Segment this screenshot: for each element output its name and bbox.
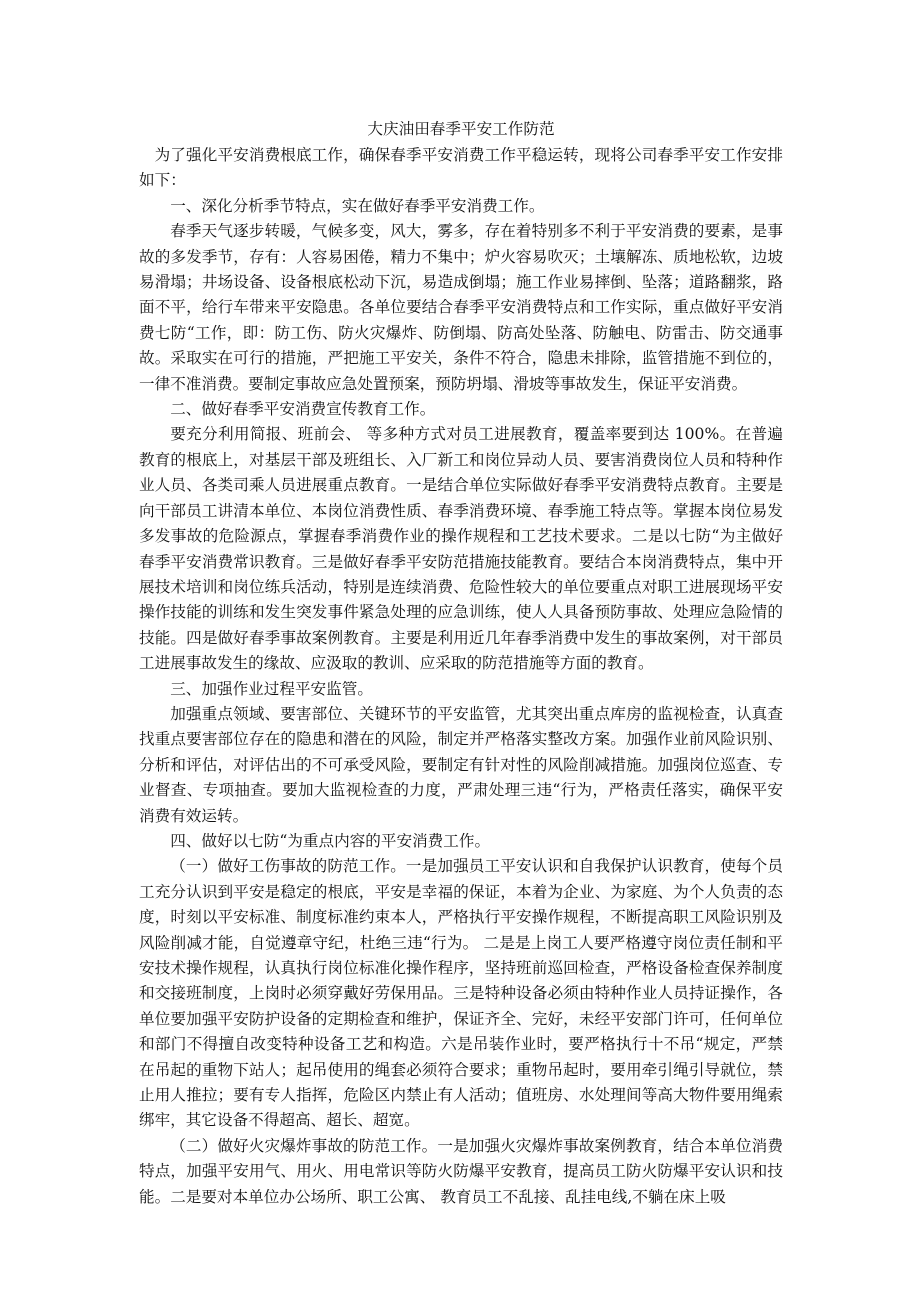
- subsection-body-1: （一）做好工伤事故的防范工作。一是加强员工平安认识和自我保护认识教育，使每个员工充分认识到平安是稳定的根底，平安是幸福的保证，本着为企业、为家庭、为个人负责的态度，时刻以平安标准、制度标准约束本人，严格执行平安操作规程，不断提高职工风险识别及风险削减才能，自觉遵章守纪，杜绝三违“行为。 二是是上岗工人要严格遵守岗位责任制和平安技术操作规程，认真执行岗位标准化操作程序，坚持班前巡回检查，严格设备检查保养制度和交接班制度，上岗时必须穿戴好劳保用品。三是特种设备必须由特种作业人员持证操作，各单位要加强平安防护设备的定期检查和维护，保证齐全、完好，未经平安部门许可，任何单位和部门不得擅自改变特种设备工艺和构造。六是吊装作业时，要严格执行十不吊“规定，严禁在吊起的重物下站人；起吊使用的绳套必须符合要求；重物吊起时，要用牵引绳引导就位，禁止用人推拉；要有专人指挥，危险区内禁止有人活动；值班房、水处理间等高大物件要用绳索绑牢，其它设备不得超高、超长、超宽。: [139, 857, 783, 1130]
- section-body-2: 要充分利用简报、班前会、 等多种方式对员工进展教育，覆盖率要到达 100%。在普遍教育的根底上，对基层干部及班组长、入厂新工和岗位异动人员、要害消费岗位人员和特种作业人员、各类司乘人员进展重点教育。一是结合单位实际做好春季平安消费特点教育。主要是向干部员工讲清本单位、本岗位消费性质、春季消费环境、春季施工特点等。掌握本岗位易发多发事故的危险源点，掌握春季消费作业的操作规程和工艺技术要求。二是以七防“为主做好春季平安消费常识教育。三是做好春季平安防范措施技能教育。要结合本岗消费特点，集中开展技术培训和岗位练兵活动，特别是连续消费、危险性较大的单位要重点对职工进展现场平安操作技能的训练和发生突发事件紧急处理的应急训练，使人人具备预防事故、处理应急险情的技能。四是做好春季事故案例教育。主要是利用近几年春季消费中发生的事故案例，对干部员工进展事故发生的缘故、应汲取的教训、应采取的防范措施等方面的教育。: [139, 425, 783, 673]
- section-body-1: 春季天气逐步转暖，气候多变，风大，雾多，存在着特别多不利于平安消费的要素，是事故的多发季节，存有：人容易困倦，精力不集中；炉火容易吹灭；土壤解冻、质地松软，边坡易滑塌；井场设备、设备根底松动下沉，易造成倒塌；施工作业易摔倒、坠落；道路翻浆，路面不平，给行车带来平安隐患。各单位要结合春季平安消费特点和工作实际，重点做好平安消费七防“工作，即：防工伤、防火灾爆炸、防倒塌、防高处坠落、防触电、防雷击、防交通事故。采取实在可行的措施，严把施工平安关，条件不符合，隐患未排除，监管措施不到位的，一律不准消费。要制定事故应急处置预案，预防坍塌、滑坡等事故发生，保证平安消费。: [139, 222, 783, 393]
- section-heading-4: 四、做好以七防“为重点内容的平安消费工作。: [170, 831, 491, 850]
- section-heading-1: 一、深化分析季节特点，实在做好春季平安消费工作。: [170, 196, 545, 215]
- section-heading-3: 三、加强作业过程平安监管。: [170, 679, 373, 698]
- section-body-3: 加强重点领域、要害部位、关键环节的平安监管，尤其突出重点库房的监视检查，认真查找重点要害部位存在的隐患和潜在的风险，制定并严格落实整改方案。加强作业前风险识别、分析和评估，对评估出的不可承受风险，要制定有针对性的风险削减措施。加强岗位巡查、专业督查、专项抽查。要加大监视检查的力度，严肃处理三违“行为，严格责任落实，确保平安消费有效运转。: [139, 704, 783, 825]
- document-title: 大庆油田春季平安工作防范: [367, 120, 555, 138]
- subsection-body-2: （二）做好火灾爆炸事故的防范工作。一是加强火灾爆炸事故案例教育，结合本单位消费特点，加强平安用气、用火、用电常识等防火防爆平安教育，提高员工防火防爆平安认识和技能。二是要对本单位办公场所、职工公寓、 教育员工不乱接、乱挂电线,不躺在床上吸: [139, 1136, 783, 1206]
- intro-paragraph: 为了强化平安消费根底工作，确保春季平安消费工作平稳运转，现将公司春季平安工作安排如下：: [139, 146, 783, 190]
- document-page: [139, 116, 783, 1210]
- section-heading-2: 二、做好春季平安消费宣传教育工作。: [170, 400, 436, 419]
